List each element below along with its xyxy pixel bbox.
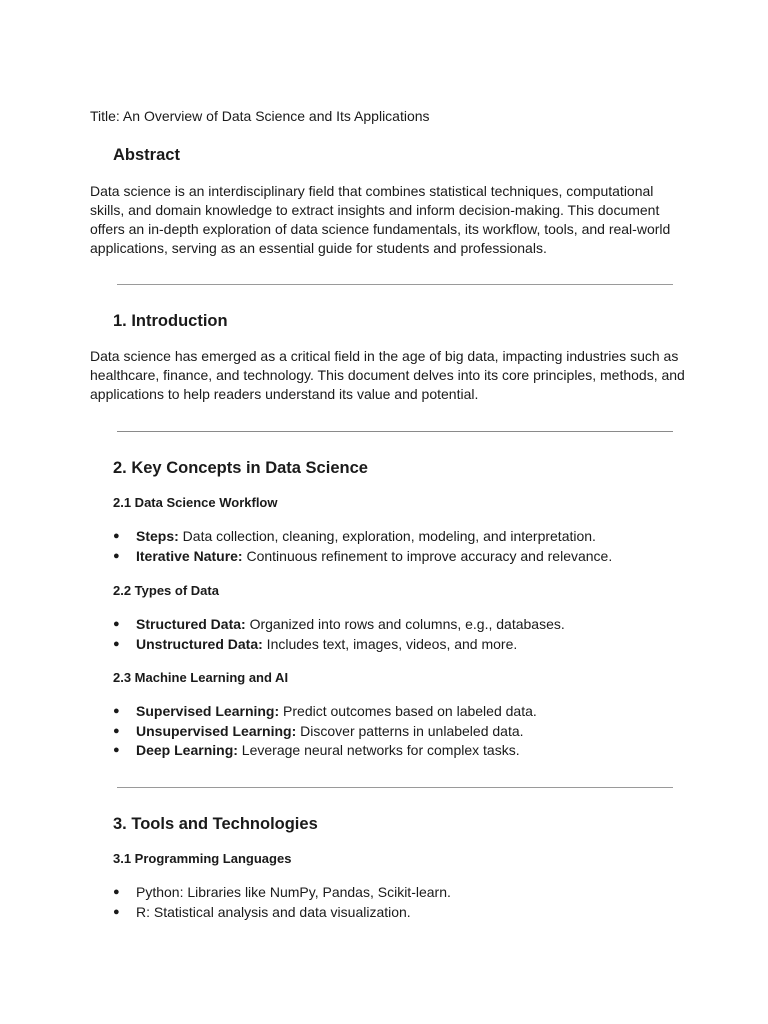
section-divider — [117, 431, 673, 432]
list-item — [113, 903, 451, 923]
list-item — [113, 722, 537, 742]
workflow-list — [113, 527, 612, 566]
ml-list — [113, 702, 537, 761]
bullet-icon: ● — [113, 886, 120, 898]
list-item — [113, 883, 451, 903]
list-item-text: Discover patterns in unlabeled data. — [296, 722, 524, 739]
data-types-list — [113, 615, 565, 654]
workflow-subheading: 2.1 Data Science Workflow — [113, 495, 278, 510]
key-concepts-heading: 2. Key Concepts in Data Science — [113, 459, 368, 477]
list-item-text: Python: Libraries like NumPy, Pandas, Scikit-learn. — [136, 884, 451, 900]
introduction-line: healthcare, finance, and technology. This document delves into its core principles, methods, and — [90, 367, 685, 383]
list-item-term: Deep Learning: — [136, 742, 238, 758]
introduction-line: Data science has emerged as a critical field in the age of big data, impacting industries such as — [90, 348, 679, 364]
abstract-paragraph — [90, 182, 690, 258]
languages-list — [113, 883, 451, 922]
list-item-term: Unsupervised Learning: — [136, 722, 297, 739]
abstract-line: applications, serving as an essential guide for students and professionals. — [90, 240, 547, 256]
ml-subheading: 2.3 Machine Learning and AI — [113, 670, 289, 685]
bullet-icon: ● — [113, 549, 120, 562]
section-divider — [117, 284, 673, 285]
bullet-icon: ● — [113, 724, 120, 737]
list-item-term: Supervised Learning: — [136, 703, 280, 719]
bullet-icon: ● — [113, 637, 120, 650]
section-divider — [117, 787, 673, 788]
list-item-term: Iterative Nature: — [136, 547, 243, 564]
list-item-term: Unstructured Data: — [136, 635, 263, 652]
list-item — [113, 702, 537, 722]
list-item-text: R: Statistical analysis and data visualization. — [136, 903, 411, 920]
list-item-term: Steps: — [136, 528, 179, 544]
list-item — [113, 635, 565, 655]
abstract-line: Data science is an interdisciplinary field that combines statistical techniques, computational — [90, 183, 654, 199]
introduction-heading: 1. Introduction — [113, 312, 228, 330]
abstract-heading: Abstract — [113, 146, 180, 164]
list-item — [113, 527, 612, 547]
list-item — [113, 741, 537, 761]
list-item-text: Continuous refinement to improve accuracy and relevance. — [242, 547, 613, 564]
list-item-text: Data collection, cleaning, exploration, modeling, and interpretation. — [178, 528, 596, 544]
bullet-icon: ● — [113, 905, 120, 918]
list-item — [113, 547, 612, 567]
document-title: Title: An Overview of Data Science and Its Applications — [90, 108, 430, 124]
tools-heading: 3. Tools and Technologies — [113, 815, 318, 833]
list-item-term: Structured Data: — [136, 616, 246, 632]
introduction-paragraph — [90, 347, 690, 404]
data-types-subheading: 2.2 Types of Data — [113, 583, 219, 598]
abstract-line: offers an in-depth exploration of data science fundamentals, its workflow, tools, and real-world — [90, 221, 671, 237]
languages-subheading: 3.1 Programming Languages — [113, 851, 292, 866]
bullet-icon: ● — [113, 530, 120, 542]
bullet-icon: ● — [113, 618, 120, 630]
list-item-text: Includes text, images, videos, and more. — [262, 635, 518, 652]
list-item — [113, 615, 565, 635]
introduction-line: applications to help readers understand its value and potential. — [90, 386, 479, 402]
abstract-line: skills, and domain knowledge to extract insights and inform decision-making. This document — [90, 202, 660, 218]
list-item-text: Organized into rows and columns, e.g., databases. — [245, 616, 565, 632]
bullet-icon: ● — [113, 744, 120, 756]
list-item-text: Leverage neural networks for complex tasks. — [237, 742, 520, 758]
list-item-text: Predict outcomes based on labeled data. — [279, 703, 537, 719]
bullet-icon: ● — [113, 705, 120, 717]
